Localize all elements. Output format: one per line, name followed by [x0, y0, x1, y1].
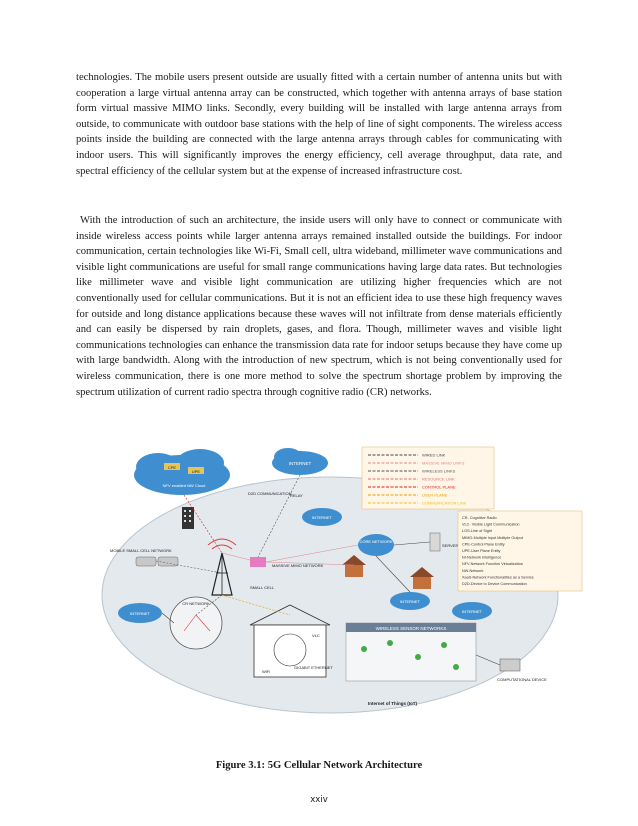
abbreviation-item: NW-Network: [462, 568, 484, 573]
internet-cloud-top: [272, 448, 328, 475]
body-paragraph-1: technologies. The mobile users present outside are usually fitted with a certain number of antenna units but with cooperation a large virtual antenna array can be constructed, which together with antenna arrays of base station form virtual massive MIMO links. Secondly, every building will be installed with large antenna arrays from outside, to communicate with outdoor base stations with the help of line of sight components. The wireless access points inside the building are connected with the large antenna arrays through cables for communicating with indoor users. This will significantly improves the energy efficiency, cell average throughput, data rate, and spectral efficiency of the cellular system but at the expense of increased infrastructure cost.: [76, 72, 562, 177]
legend-label: USER PLANE: [422, 492, 448, 498]
legend-label: MASSIVE MIMO LINKS: [422, 460, 465, 466]
architecture-diagram: [100, 445, 584, 743]
upe-label: UPE: [191, 469, 201, 474]
abbreviation-item: NFV-Network Function Virtualization: [462, 562, 523, 567]
cr-network: [170, 597, 222, 649]
wsn-label: WIRELESS SENSOR NETWORKS: [375, 626, 447, 631]
massive-mimo-label: MASSIVE MIMO NETWORK: [272, 563, 324, 568]
bus-icon: [136, 557, 156, 566]
network-architecture-figure: [100, 445, 584, 743]
abbreviation-item: VLC- Visible Light Communication: [462, 522, 520, 527]
mobile-small-cell-label: MOBILE SMALL CELL NETWORK: [110, 548, 172, 553]
server-icon: [430, 533, 440, 551]
core-network-label: CORE NETWORK: [359, 539, 393, 544]
iot-label: Internet of Things (IoT): [368, 701, 417, 706]
nfv-cloud: [134, 449, 230, 495]
gigabit-ethernet-label: GIGABIT ETHERNET: [294, 665, 333, 670]
abbreviation-item: D2D-Device to Device Communication: [462, 582, 527, 586]
abbreviation-item: MIMO-Multiple Input Multiple Output: [462, 535, 523, 540]
abbreviation-item: NI-Network Intelligence: [462, 555, 502, 560]
abbreviations-box: [458, 511, 582, 591]
abbreviation-item: CPE-Control Plane Entity: [462, 542, 505, 547]
link-legend: [362, 447, 494, 509]
internet-cloud-left: [118, 603, 162, 623]
internet-right2-label: INTERNET: [462, 609, 482, 614]
core-network-cloud: [358, 534, 394, 556]
legend-label: RESOURCE LINK: [422, 476, 455, 482]
abbreviation-item: LOS-Line of Sight: [462, 529, 492, 534]
cr-network-label: CR NETWORK: [182, 601, 210, 606]
internet-left-label: INTERNET: [130, 611, 150, 616]
legend-label: CONTROL PLANE: [422, 484, 456, 490]
internet-cloud-mid: [302, 508, 342, 526]
legend-label: WIRED LINK: [422, 452, 446, 458]
internet-right-label: INTERNET: [400, 599, 420, 604]
server-label: SERVER: [442, 543, 459, 548]
cpe-label: CPE: [167, 465, 177, 470]
wifi-label: WiFi: [262, 669, 270, 674]
abbreviation-item: UPE-User Plane Entity: [462, 549, 501, 553]
d2d-label: D2D COMMUNICATION: [248, 491, 292, 496]
figure-title: : 5G Cellular Network Architecture: [261, 760, 423, 771]
abbreviation-item: CR- Cognitive Radio: [462, 516, 497, 520]
abbreviation-item: XaaS-Network Functionalities as a Service: [462, 575, 534, 580]
figure-number: Figure 3.1: [215, 760, 262, 771]
computational-device-label: COMPUTATIONAL DEVICE: [497, 677, 547, 682]
vlc-label: VLC: [312, 633, 320, 638]
legend-label: WIRELESS LINKS: [422, 468, 456, 474]
internet-cloud-right: [390, 592, 430, 610]
computer-icon: [500, 659, 520, 671]
internet-mid-label: INTERNET: [312, 515, 332, 520]
figure-caption: [0, 760, 638, 771]
small-cell-label: SMALL CELL: [250, 585, 275, 590]
wsn-area: [346, 623, 476, 681]
page-number: xxiv: [310, 795, 328, 805]
building-icon: [182, 507, 194, 529]
relay-label: RELAY: [290, 493, 303, 498]
internet-cloud-right-2: [452, 602, 492, 620]
internet-top-label: INTERNET: [288, 461, 312, 466]
legend-label: COMMUNICATION LINK: [422, 500, 467, 506]
nfv-cloud-label: NFV enabled NW Cloud: [162, 483, 206, 488]
body-paragraph-2: With the introduction of such an architecture, the inside users will only have to connect or communicate with inside wireless access points while larger antenna arrays remained installed outside the buildings. For indoor communication, certain technologies like Wi-Fi, Small cell, ultra wideband, millimeter wave communications and visible light communications are useful for small range communications having large data rates. But technologies like millimeter wave and visible light communication are utilizing higher frequencies which are not conventionally used for cellular communications. But it is not an efficient idea to use these high frequency waves for outside and long distance applications because these waves will not infiltrate from dense materials efficiently and can easily be dispersed by rain droplets, gases, and flora. Though, millimeter waves and visible light communications technologies can enhance the transmission data rate for indoor setups because they have come up with large bandwidth. Along with the introduction of new spectrum, which is not being conventionally used for wireless communication, there is one more method to solve the spectrum shortage problem by improving the spectrum utilization of current radio spectra through cognitive radio (CR) networks.: [76, 215, 562, 398]
